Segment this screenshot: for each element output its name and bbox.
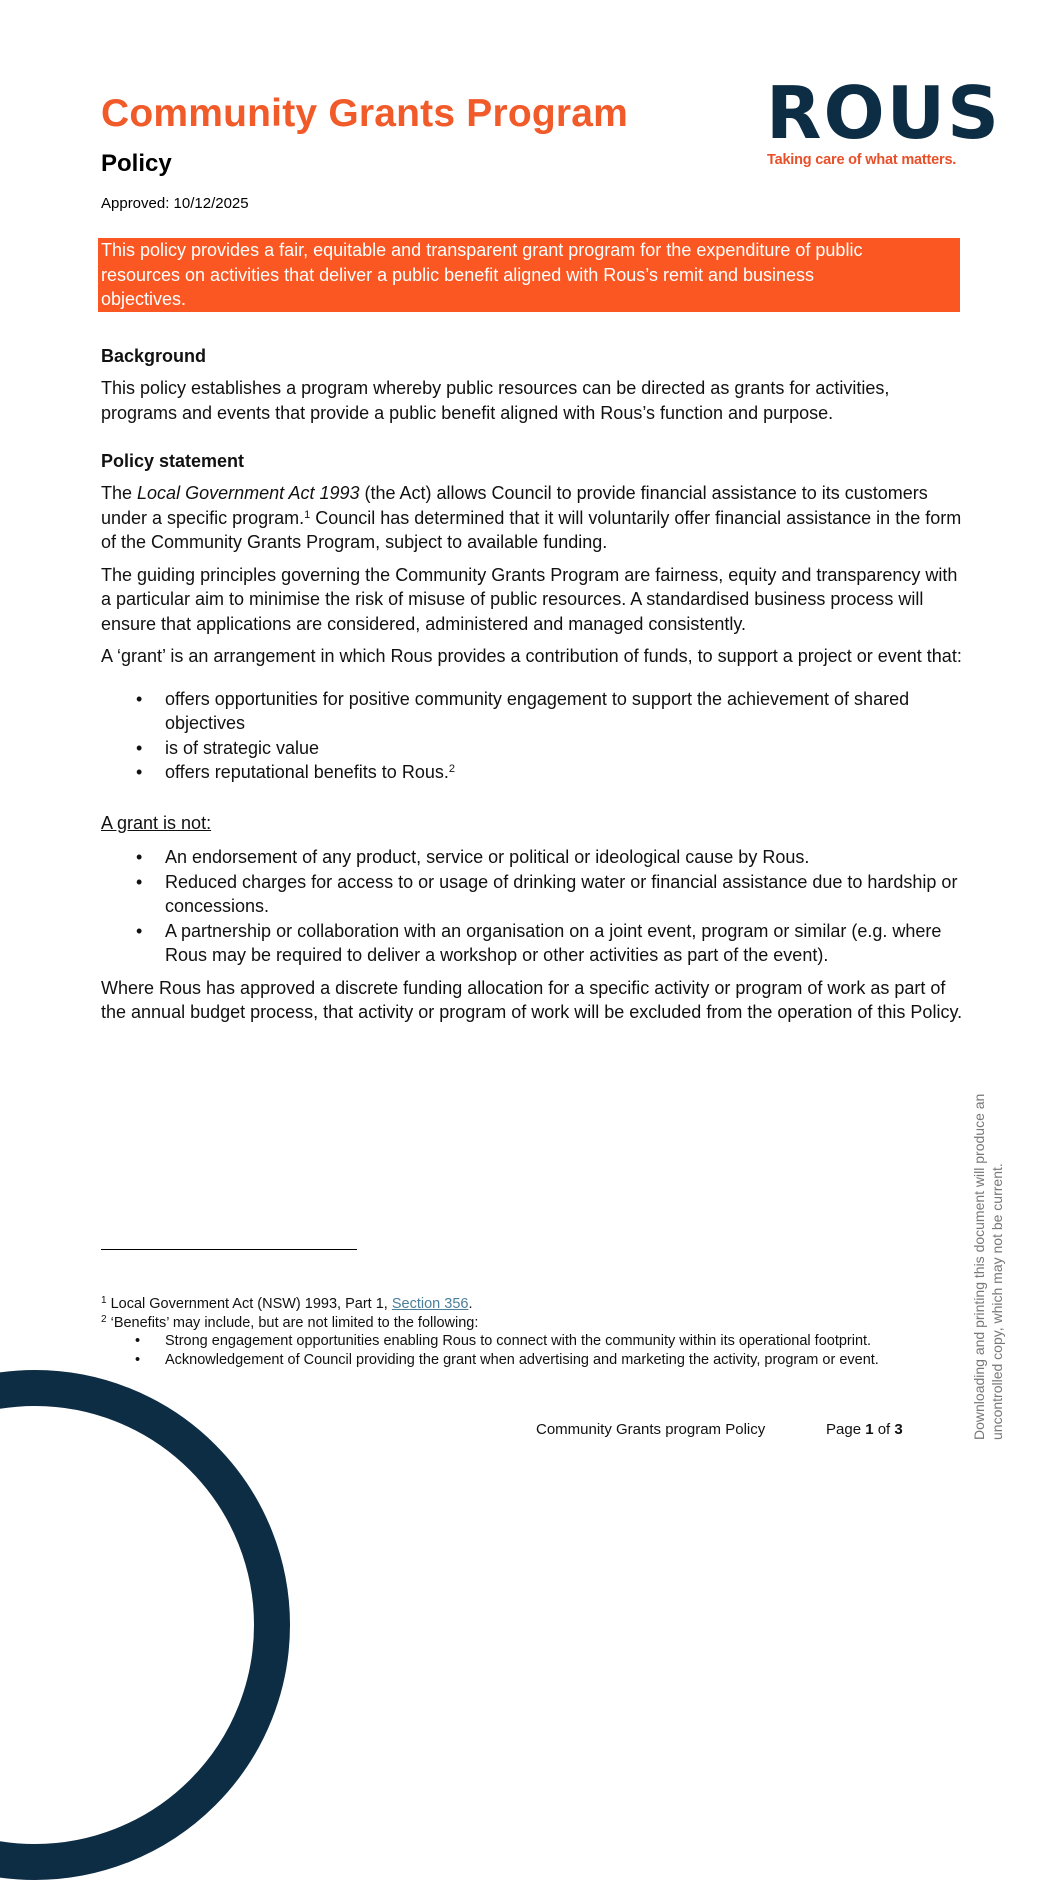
policy-paragraph-4: Where Rous has approved a discrete funding allocation for a specific activity or program of work as part of the annual budget process, that activity or program of work will be excluded from the operation of this Policy. — [101, 977, 963, 1022]
list-item: • Reduced charges for access to or usage of drinking water or financial assistance due to hardship or concessions. — [165, 870, 963, 919]
footnote-1 — [101, 1295, 971, 1314]
banner-line: This policy provides a fair, equitable and transparent grant program for the expenditure of public — [101, 240, 863, 260]
text-run: The — [101, 483, 138, 503]
grant-exclusions-list — [101, 845, 963, 968]
document-title: Community Grants Program — [101, 92, 629, 135]
document-subtitle: Policy — [101, 150, 172, 177]
list-item: • A partnership or collaboration with an organisation on a joint event, program or similar (e.g. where Rous may be required to deliver a workshop or other activities as part of the event). — [165, 919, 963, 968]
decorative-arc — [0, 1370, 290, 1880]
policy-paragraph-3: A ‘grant’ is an arrangement in which Rous provides a contribution of funds, to support a project or event that: — [101, 646, 962, 666]
list-item — [165, 760, 963, 785]
document-body — [101, 344, 963, 1033]
list-item: • Acknowledgement of Council providing the grant when advertising and marketing the activity, program or event. — [165, 1351, 971, 1370]
rous-logo — [766, 71, 1001, 174]
footnote-divider — [101, 1249, 357, 1250]
footnote-number: 1 — [101, 1295, 107, 1306]
act-name: Local Government Act 1993 — [137, 483, 360, 503]
grant-is-not-heading: A grant is not: — [101, 812, 212, 833]
grant-criteria-list — [101, 687, 963, 785]
policy-paragraph-1 — [101, 481, 963, 555]
list-item: • offers opportunities for positive community engagement to support the achievement of shared objectives — [165, 687, 963, 736]
text-run: Local Government Act (NSW) 1993, Part 1, — [106, 1296, 392, 1312]
purpose-banner — [98, 238, 960, 312]
benefits-list — [101, 1332, 971, 1369]
uncontrolled-copy-notice — [970, 1080, 1006, 1440]
approved-date: Approved: 10/12/2025 — [101, 195, 249, 212]
list-item: • Strong engagement opportunities enabling Rous to connect with the community within its operational footprint. — [165, 1332, 971, 1351]
text-run: . — [468, 1296, 473, 1312]
text-run: Council has determined that it will voluntarily offer financial assistance in the form of the Community Grants Program, subject to available funding. — [101, 507, 962, 552]
section-356-link[interactable]: Section 356 — [391, 1296, 469, 1312]
logo-tagline: Taking care of what matters. — [767, 152, 957, 168]
policy-statement-heading: Policy statement — [101, 451, 245, 471]
text-run: (the Act) allows Council to provide financial assistance to its customers under a specific program. — [101, 483, 928, 528]
notice-line: Downloading and printing this document will produce an — [971, 1093, 987, 1440]
banner-line: objectives. — [101, 289, 187, 309]
footnote-2 — [101, 1314, 971, 1333]
footer-document-title: Community Grants program Policy — [536, 1421, 766, 1438]
banner-line: resources on activities that deliver a public benefit aligned with Rous’s remit and business — [101, 264, 815, 285]
list-item: • An endorsement of any product, service or political or ideological cause by Rous. — [165, 845, 963, 870]
footnote-ref-1[interactable]: 1 — [304, 508, 311, 521]
background-heading: Background — [101, 346, 207, 366]
footnote-number: 2 — [101, 1313, 107, 1325]
footnotes — [101, 1295, 971, 1369]
policy-paragraph-2: The guiding principles governing the Community Grants Program are fairness, equity and transparency with a particular aim to minimise the risk of misuse of public resources. A standardised business process will ensure that applications are considered, administered and managed consistently. — [101, 564, 958, 634]
footnote-ref-2[interactable]: 2 — [448, 763, 455, 775]
background-text: This policy establishes a program whereby public resources can be directed as grants for activities, programs and events that provide a public benefit aligned with Rous’s function and purpose. — [101, 378, 890, 423]
page-number — [826, 1421, 903, 1438]
text-run: ‘Benefits’ may include, but are not limited to the following: — [106, 1314, 479, 1331]
logo-wordmark: ROUS — [766, 71, 1001, 155]
notice-line: uncontrolled copy, which may not be current. — [989, 1163, 1005, 1440]
total-pages: 3 — [894, 1421, 903, 1438]
list-item: • is of strategic value — [165, 736, 963, 761]
text-run: offers reputational benefits to Rous. — [165, 762, 449, 782]
text-run: Page — [826, 1421, 866, 1438]
text-run: of — [873, 1421, 895, 1438]
current-page: 1 — [865, 1421, 874, 1438]
